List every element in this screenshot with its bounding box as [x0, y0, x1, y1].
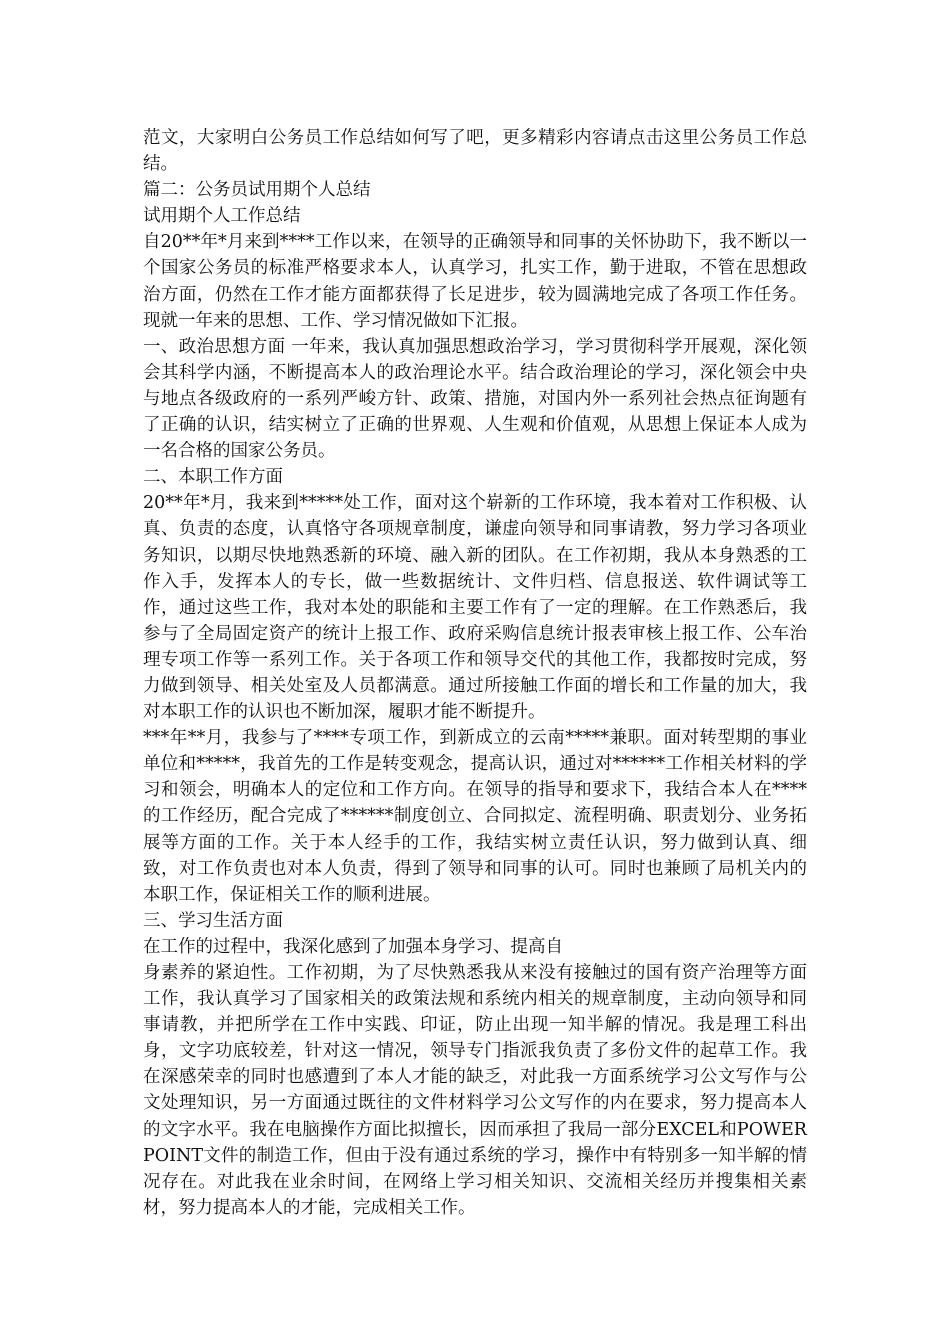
- paragraph-study-life: 身素养的紧迫性。工作初期，为了尽快熟悉我从来没有接触过的国有资产治理等方面工作，我认真学习了国家相关的政策法规和系统内相关的规章制度，主动向领导和同事请教，并把所学在工作中实践、印证，防止出现一知半解的情况。我是理工科出身，文字功底较差，针对这一情况，领导专门指派我负责了多份文件的起草工作。我在深感荣幸的同时也感遭到了本人才能的缺乏，对此我一方面系统学习公文写作与公文处理知识，另一方面通过既往的文件材料学习公文写作的内在要求，努力提高本人的文字水平。我在电脑操作方面比拟擅长，因而承担了我局一部分EXCEL和POWERPOINT文件的制造工作，但由于没有通过系统的学习，操作中有特别多一知半解的情况存在。对此我在业余时间，在网络上学习相关知识、交流相关经历并搜集相关素材，努力提高本人的才能，完成相关工作。: [143, 963, 807, 1218]
- document-title: 试用期个人工作总结: [143, 206, 301, 227]
- paragraph-job-work: 20**年*月，我来到*****处工作，面对这个崭新的工作环境，我本着对工作积极、认真、负责的态度，认真恪守各项规章制度，谦虚向领导和同事请教，努力学习各项业务知识，以期尽快地熟悉新的环境、融入新的团队。在工作初期，我从本身熟悉的工作入手，发挥本人的专长，做一些数据统计、文件归档、信息报送、软件调试等工作，通过这些工作，我对本处的职能和主要工作有了一定的理解。在工作熟悉后，我参与了全局固定资产的统计上报工作、政府采购信息统计报表审核上报工作、公车治理专项工作等一系列工作。关于各项工作和领导交代的其他工作，我都按时完成，努力做到领导、相关处室及人员都满意。通过所接触工作面的增长和工作量的加大，我对本职工作的认识也不断加深，履职才能不断提升。: [143, 493, 807, 723]
- paragraph-opening: 自20**年*月来到****工作以来，在领导的正确领导和同事的关怀协助下，我不断以一个国家公务员的标准严格要求本人，认真学习，扎实工作，勤于进取，不管在思想政治方面，仍然在工作才能方面都获得了长足进步，较为圆满地完成了各项工作任务。现就一年来的思想、工作、学习情况做如下汇报。: [143, 232, 807, 331]
- section-heading-study-life: 三、学习生活方面: [143, 910, 283, 931]
- paragraph-study-life-start: 在工作的过程中，我深化感到了加强本身学习、提高自: [143, 936, 563, 957]
- paragraph-political-thought: 一、政治思想方面 一年来，我认真加强思想政治学习，学习贯彻科学开展观，深化领会其科学内涵，不断提高本人的政治理论水平。结合政治理论的学习，深化领会中央与地点各级政府的一系列严峻方针、政策、措施，对国内外一系列社会热点征询题有了正确的认识，结实树立了正确的世界观、人生观和价值观，从思想上保证本人成为一名合格的国家公务员。: [143, 336, 807, 462]
- section-heading-part-two: 篇二：公务员试用期个人总结: [143, 180, 371, 201]
- paragraph-intro-text: 范文，大家明白公务员工作总结如何写了吧，更多精彩内容请点击这里公务员工作总结。: [143, 128, 807, 175]
- section-heading-job-work: 二、本职工作方面: [143, 467, 283, 488]
- paragraph-special-project: ***年**月，我参与了****专项工作，到新成立的云南*****兼职。面对转型期的事业单位和*****，我首先的工作是转变观念，提高认识，通过对******工作相关材料的学习和领会，明确本人的定位和工作方向。在领导的指导和要求下，我结合本人在****的工作经历，配合完成了******制度创立、合同拟定、流程明确、职责划分、业务拓展等方面的工作。关于本人经手的工作，我结实树立责任认识，努力做到认真、细致，对工作负责也对本人负责，得到了领导和同事的认可。同时也兼顾了局机关内的本职工作，保证相关工作的顺利进展。: [143, 728, 807, 905]
- document-body: [143, 125, 807, 1221]
